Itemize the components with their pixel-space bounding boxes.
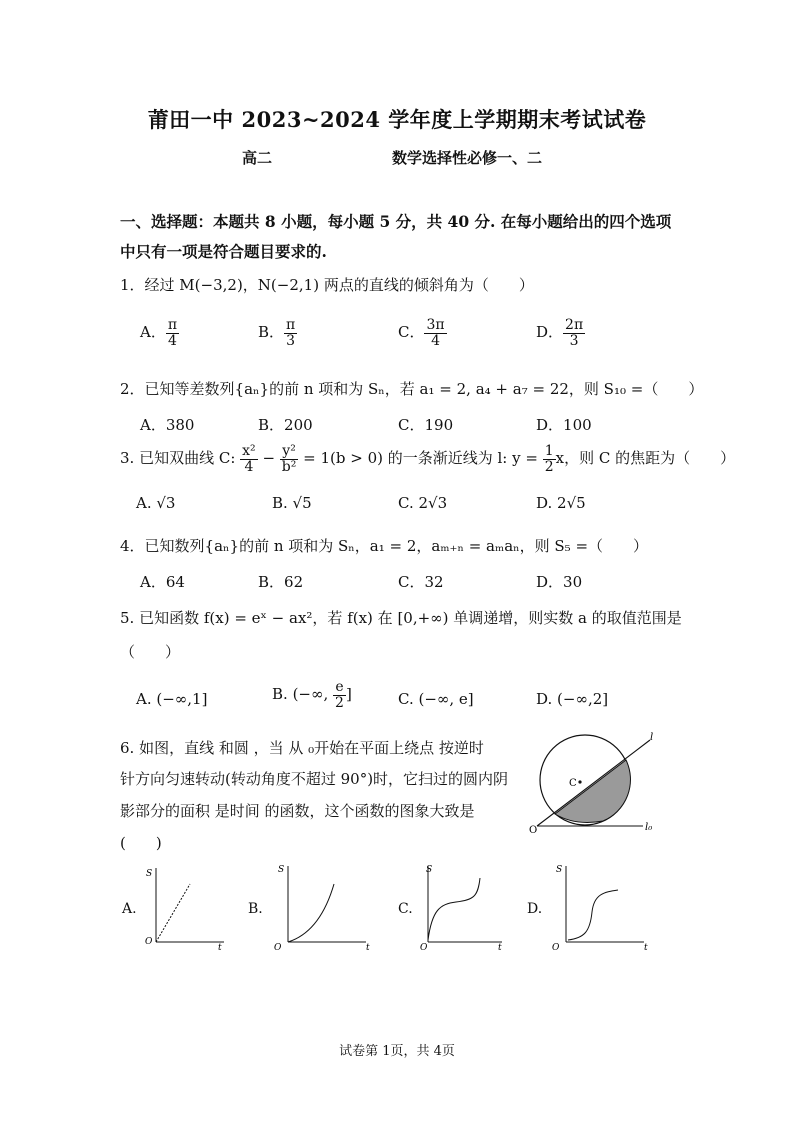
shaded-region <box>555 760 630 822</box>
graph-d-label: D. <box>527 901 543 917</box>
graph-c-origin: O <box>420 943 428 952</box>
q1-option-d: D． $\frac{2\pi}{3}$ <box>536 317 584 349</box>
graph-b-origin: O <box>274 943 282 952</box>
question-3: 3. 已知双曲线 C: $\frac{\text{x²}}{4}$ − $\frac{\text{y²}}{\text{b²}}$ = 1(b > 0) 的一条渐近线为 l: y = $\frac{1}{2}$ x，则 C 的焦距为（ ） <box>120 443 736 475</box>
graph-d-y-label: S <box>556 865 563 875</box>
center-label: C <box>569 778 577 789</box>
q3-option-c: C. 2√3 <box>398 494 448 512</box>
q4-option-a: A．64 <box>140 573 185 591</box>
q4-option-c: C．32 <box>398 573 444 591</box>
question-6-line4: ( ) <box>120 834 162 852</box>
graph-d-curve <box>568 890 618 940</box>
question-4: 4．已知数列{aₙ}的前 n 项和为 Sₙ，a₁ = 2，aₘ₊ₙ = aₘaₙ，则 S₅ =（ ） <box>120 537 649 555</box>
graph-b-y-label: S <box>278 865 285 875</box>
graph-d-x-label: t <box>644 943 648 952</box>
page-footer: 试卷第 1页，共 4页 <box>339 1044 455 1059</box>
graph-d <box>550 860 650 952</box>
q3-option-d: D. 2√5 <box>536 494 586 512</box>
graph-b-label: B. <box>248 901 263 917</box>
graph-c-curve <box>428 878 480 940</box>
q6-circle-figure <box>525 730 665 840</box>
q5-option-a: A. (−∞,1] <box>136 690 208 708</box>
question-6-line2: 针方向匀速转动(转动角度不超过 90°)时，它扫过的圆内阴 <box>120 770 509 788</box>
q5-option-c: C. (−∞, e] <box>398 690 474 708</box>
q5-option-d: D. (−∞,2] <box>536 690 609 708</box>
graph-c <box>418 860 508 952</box>
graph-b-curve <box>288 884 334 942</box>
line-label-l: l <box>650 732 654 743</box>
line-label-l0: l₀ <box>645 822 653 833</box>
q2-option-b: B．200 <box>258 416 313 434</box>
q2-option-a: A．380 <box>140 416 195 434</box>
q2-option-d: D．100 <box>536 416 592 434</box>
q1-option-c: C． $\frac{3\pi}{4}$ <box>398 317 445 349</box>
subject-label: 数学选择性必修一、二 <box>392 149 543 167</box>
q4-option-d: D．30 <box>536 573 583 591</box>
q3-option-b: B. √5 <box>272 494 312 512</box>
q5-option-b: B. (−∞, $\frac{e}{2}$ ] <box>272 679 352 711</box>
q4-option-b: B．62 <box>258 573 304 591</box>
question-5-line1: 5. 已知函数 f(x) = eˣ − ax²，若 f(x) 在 [0,+∞) 单调递增，则实数 a 的取值范围是 <box>120 609 682 627</box>
graph-c-x-label: t <box>498 943 502 952</box>
section1-line2: 中只有一项是符合题目要求的. <box>120 242 327 261</box>
graph-a-x-label: t <box>218 943 222 952</box>
question-6-line1: 6. 如图，直线 和圆 ，当 从 ₀开始在平面上绕点 按逆时 <box>120 739 484 757</box>
q2-option-c: C．190 <box>398 416 454 434</box>
graph-a-origin: O <box>145 937 153 947</box>
question-5-line2: （ ） <box>120 643 181 661</box>
graph-c-label: C. <box>398 901 413 917</box>
section1-line1: 一、选择题：本题共 8 小题，每小题 5 分，共 40 分. 在每小题给出的四个选项 <box>120 212 672 231</box>
graph-a <box>140 860 230 952</box>
q1-option-b: B． $\frac{\pi}{3}$ <box>258 317 296 349</box>
question-1: 1．经过 M(−3,2)，N(−2,1) 两点的直线的倾斜角为（ ） <box>120 276 534 294</box>
graph-a-label: A. <box>122 901 137 917</box>
graph-c-y-label: S <box>426 865 433 875</box>
question-6-line3: 影部分的面积 是时间 的函数，这个函数的图象大致是 <box>120 802 475 820</box>
page-title: 莆田一中 2023~2024 学年度上学期期末考试试卷 <box>147 107 647 132</box>
graph-b-x-label: t <box>366 943 370 952</box>
graph-a-curve <box>156 884 190 942</box>
q1-option-a: A． $\frac{\pi}{4}$ <box>140 317 178 349</box>
graph-b <box>272 860 372 952</box>
question-2: 2．已知等差数列{aₙ}的前 n 项和为 Sₙ，若 a₁ = 2, a₄ + a₇ = 22，则 S₁₀ =（ ） <box>120 380 704 398</box>
graph-d-origin: O <box>552 943 560 952</box>
center-point <box>578 780 581 783</box>
graph-a-y-label: S <box>146 869 153 879</box>
grade-label: 高二 <box>242 149 273 167</box>
origin-label: O <box>529 825 538 836</box>
q3-option-a: A. √3 <box>136 494 176 512</box>
